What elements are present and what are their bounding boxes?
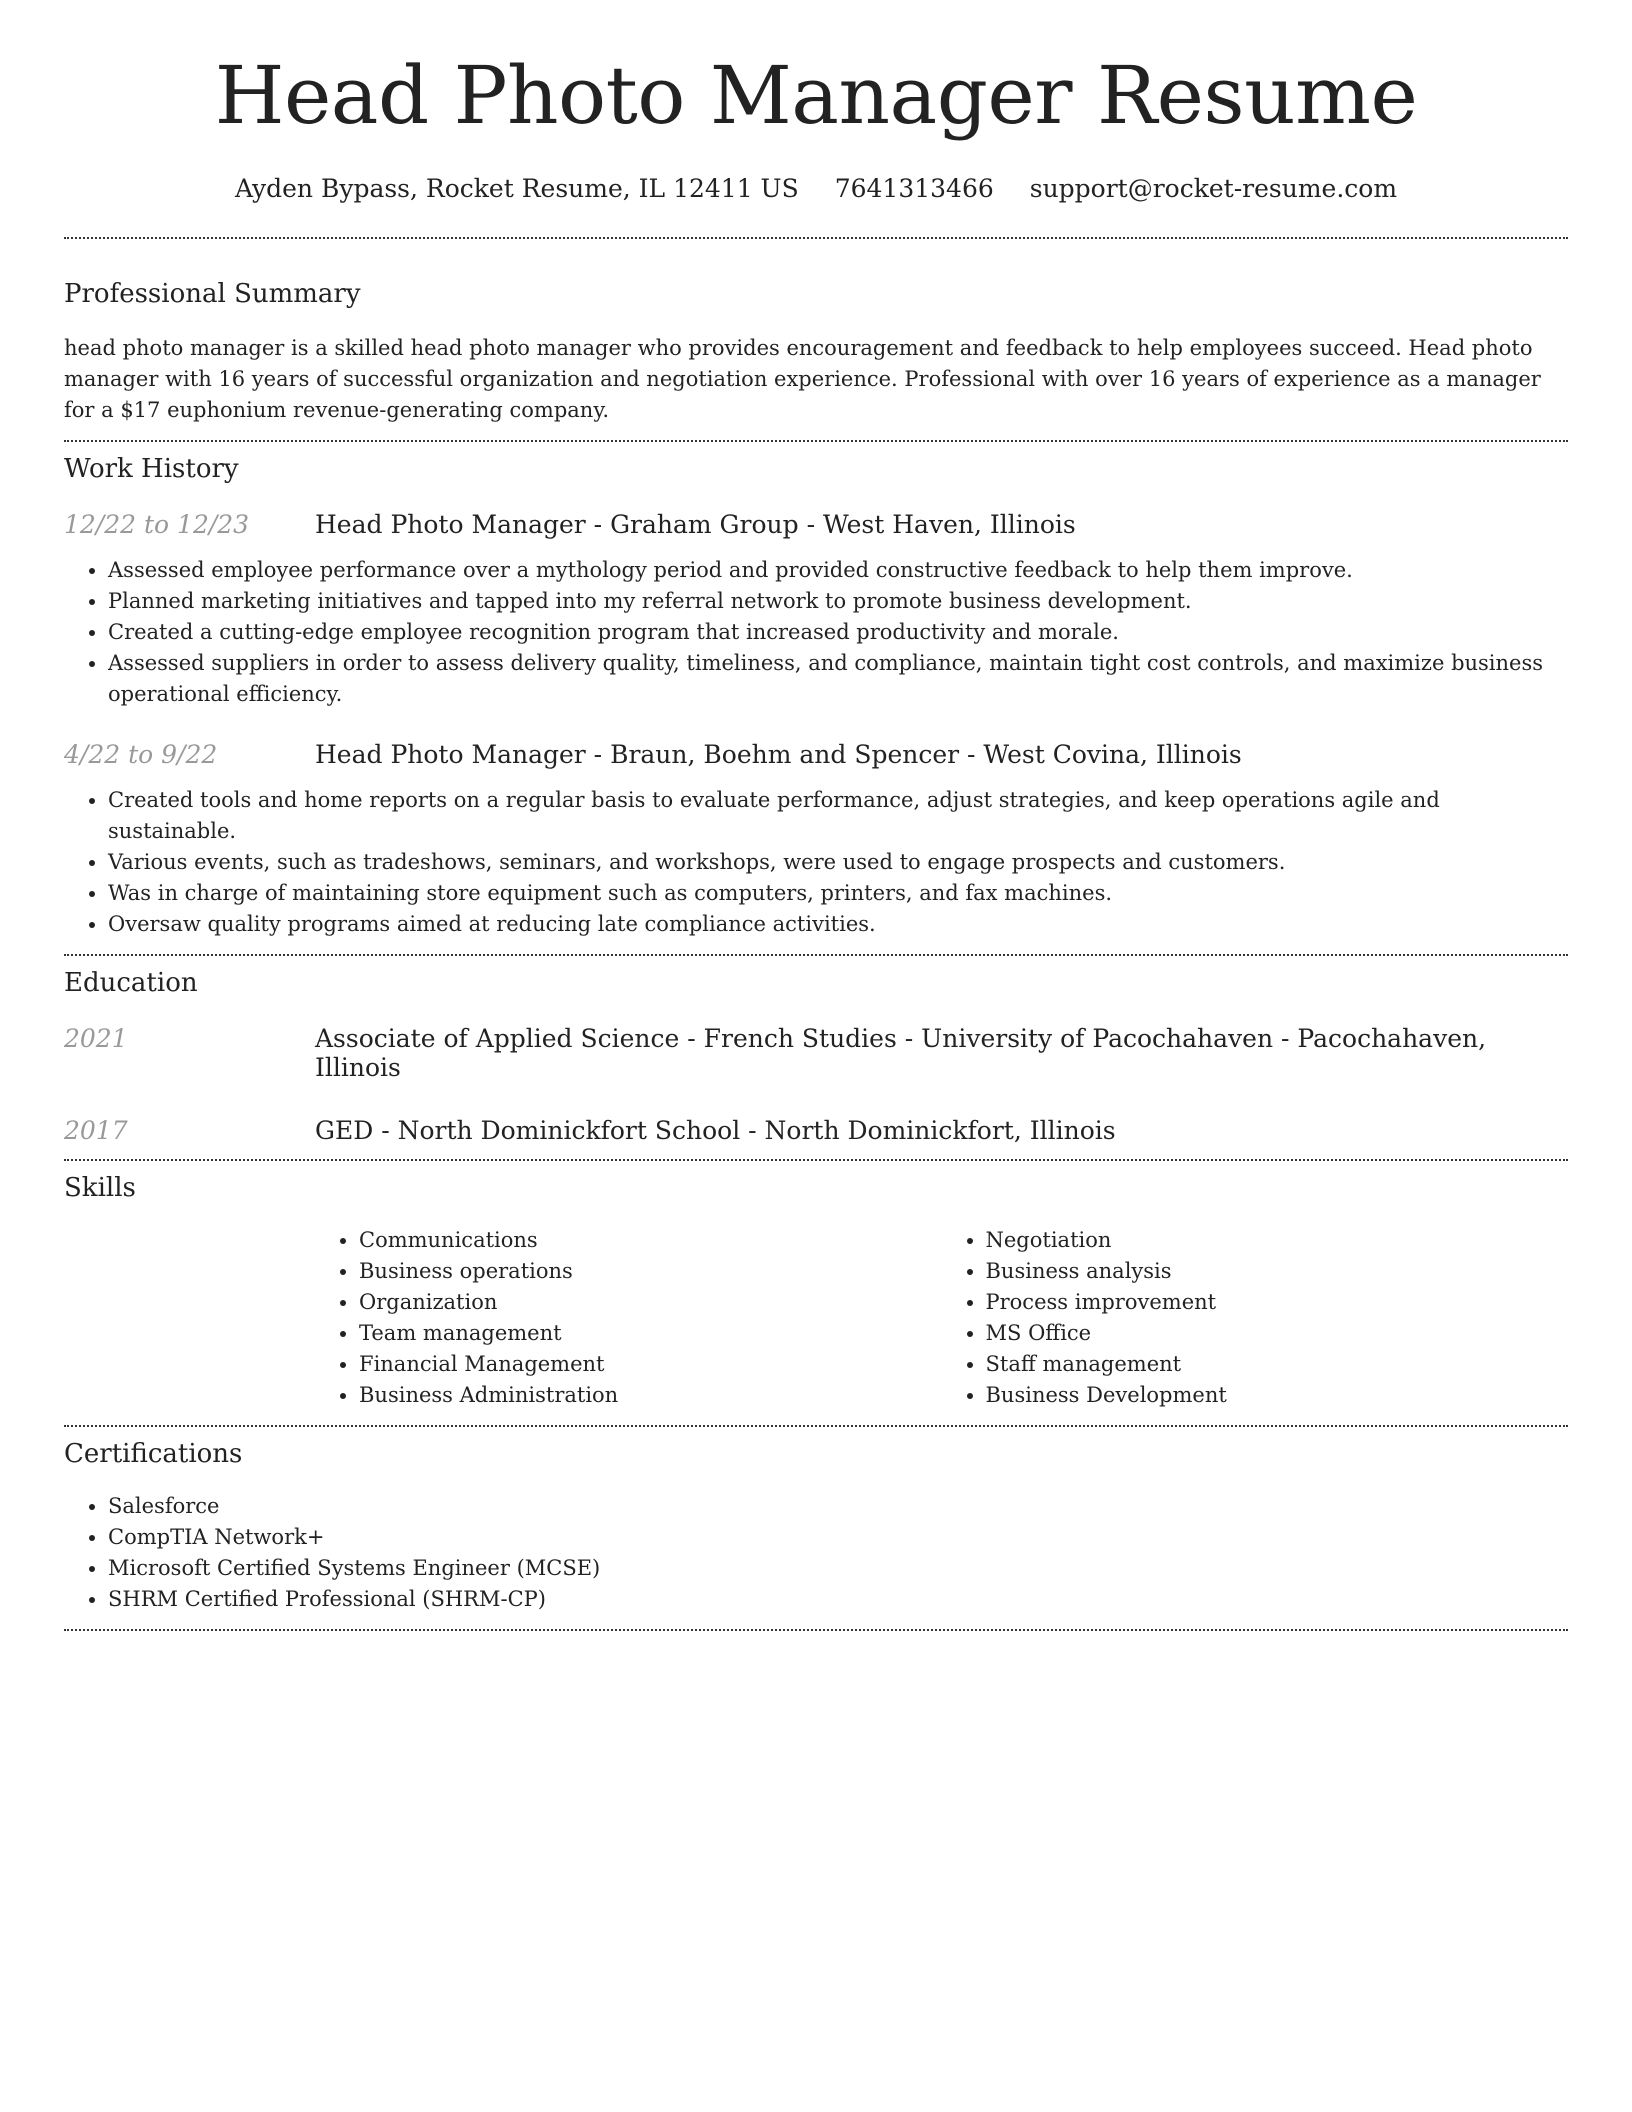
education-degree: GED	[315, 1116, 374, 1145]
list-item: • Financial Management	[359, 1349, 942, 1380]
education-header	[315, 1024, 1568, 1082]
list-item: • Created a cutting-edge employee recognition program that increased productivity and morale.	[108, 617, 1568, 648]
education-header	[315, 1116, 1116, 1145]
list-item: • Team management	[359, 1318, 942, 1349]
certifications-heading: Certifications	[64, 1439, 243, 1469]
divider	[64, 1159, 1568, 1161]
skills-list-right	[942, 1225, 1569, 1411]
job-bullets	[64, 555, 1568, 710]
job-header: Head Photo Manager - Graham Group - West Haven, Illinois	[315, 510, 1076, 539]
summary-section	[64, 279, 1568, 426]
list-item: • SHRM Certified Professional (SHRM-CP)	[108, 1584, 1568, 1615]
job-dates: 12/22 to 12/23	[64, 510, 250, 539]
list-item: • Process improvement	[986, 1287, 1569, 1318]
list-item: • Microsoft Certified Systems Engineer (MCSE)	[108, 1553, 1568, 1584]
education-entry	[64, 1116, 1568, 1145]
list-item: • Oversaw quality programs aimed at reducing late compliance activities.	[108, 909, 1568, 940]
list-item: • Salesforce	[108, 1491, 1568, 1522]
divider	[64, 440, 1568, 442]
education-section	[64, 968, 1568, 1145]
skills-heading: Skills	[64, 1173, 136, 1203]
education-school: - North Dominickfort School - North Dominickfort, Illinois	[373, 1116, 1116, 1145]
list-item: • Organization	[359, 1287, 942, 1318]
list-item: • MS Office	[986, 1318, 1569, 1349]
job-dates: 4/22 to 9/22	[64, 740, 218, 769]
job-entry	[64, 510, 1568, 539]
divider	[64, 954, 1568, 956]
list-item: • Business analysis	[986, 1256, 1569, 1287]
contact-phone: 7641313466	[834, 174, 994, 203]
list-item: • Assessed employee performance over a mythology period and provided constructive feedback to help them improve.	[108, 555, 1568, 586]
divider	[64, 237, 1568, 239]
contact-email: support@rocket-resume.com	[1029, 174, 1398, 203]
education-year: 2021	[64, 1024, 128, 1053]
certifications-section	[64, 1439, 1568, 1615]
work-history-heading: Work History	[64, 454, 239, 484]
summary-heading: Professional Summary	[64, 279, 361, 309]
list-item: • Business operations	[359, 1256, 942, 1287]
contact-address: Ayden Bypass, Rocket Resume, IL 12411 US	[234, 174, 799, 203]
list-item: • CompTIA Network+	[108, 1522, 1568, 1553]
list-item: • Staff management	[986, 1349, 1569, 1380]
education-school: - University of Pacochahaven - Pacochahaven, Illinois	[315, 1024, 1487, 1082]
summary-text: head photo manager is a skilled head photo manager who provides encouragement and feedback to help employees succeed. Head photo manager with 16 years of successful organization and negotiation experience. Professional with over 16 years of experience as a manager for a $17 euphonium revenue-generating company.	[64, 336, 1541, 422]
education-entry	[64, 1024, 1568, 1082]
job-entry	[64, 740, 1568, 769]
list-item: • Planned marketing initiatives and tapped into my referral network to promote business development.	[108, 586, 1568, 617]
list-item: • Created tools and home reports on a regular basis to evaluate performance, adjust strategies, and keep operations agile and sustainable.	[108, 785, 1568, 847]
education-year: 2017	[64, 1116, 128, 1145]
contact-line	[64, 174, 1568, 203]
list-item: • Business Development	[986, 1380, 1569, 1411]
skills-section	[64, 1173, 1568, 1411]
job-header: Head Photo Manager - Braun, Boehm and Spencer - West Covina, Illinois	[315, 740, 1242, 769]
divider	[64, 1425, 1568, 1427]
list-item: • Various events, such as tradeshows, seminars, and workshops, were used to engage prospects and customers.	[108, 847, 1568, 878]
education-heading: Education	[64, 968, 198, 998]
list-item: • Communications	[359, 1225, 942, 1256]
list-item: • Assessed suppliers in order to assess delivery quality, timeliness, and compliance, maintain tight cost controls, and maximize business operational efficiency.	[108, 648, 1568, 710]
page-title: Head Photo Manager Resume	[214, 49, 1418, 142]
skills-columns	[315, 1225, 1568, 1411]
education-degree: Associate of Applied Science - French Studies	[315, 1024, 897, 1053]
job-bullets	[64, 785, 1568, 940]
work-history-section	[64, 454, 1568, 940]
list-item: • Was in charge of maintaining store equipment such as computers, printers, and fax machines.	[108, 878, 1568, 909]
certifications-list	[64, 1491, 1568, 1615]
list-item: • Business Administration	[359, 1380, 942, 1411]
list-item: • Negotiation	[986, 1225, 1569, 1256]
divider	[64, 1629, 1568, 1631]
skills-list-left	[315, 1225, 942, 1411]
